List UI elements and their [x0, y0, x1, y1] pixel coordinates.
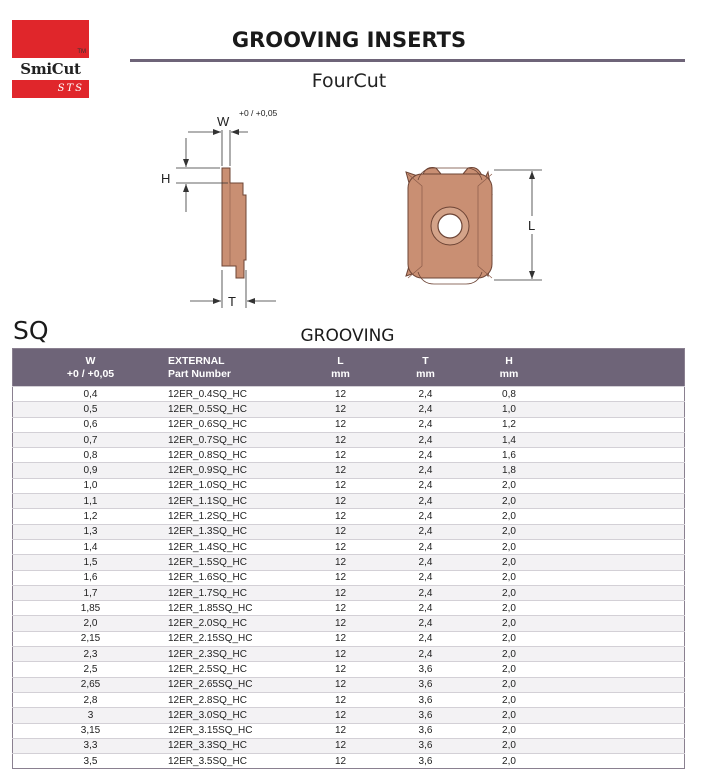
- cell-l: 12: [283, 402, 398, 417]
- cell-part-number: 12ER_1.2SQ_HC: [168, 509, 283, 524]
- cell-t: 3,6: [398, 723, 453, 738]
- cell-part-number: 12ER_1.85SQ_HC: [168, 601, 283, 616]
- cell-t: 2,4: [398, 524, 453, 539]
- table-row: [13, 448, 685, 463]
- cell-l: 12: [283, 494, 398, 509]
- cell-l: 12: [283, 677, 398, 692]
- t-dimension: [190, 270, 276, 309]
- cell-spacer: [565, 555, 685, 570]
- cell-h: 2,0: [453, 647, 565, 662]
- cell-l: 12: [283, 417, 398, 432]
- cell-part-number: 12ER_0.7SQ_HC: [168, 432, 283, 447]
- cell-h: 1,0: [453, 402, 565, 417]
- cell-w: 3: [13, 708, 169, 723]
- title-divider: [130, 59, 685, 62]
- cell-h: 2,0: [453, 754, 565, 769]
- header-w: W +0 / +0,05: [66, 355, 115, 380]
- cell-l: 12: [283, 601, 398, 616]
- table-header-row: [13, 349, 685, 387]
- cell-h: 0,8: [453, 387, 565, 402]
- cell-t: 3,6: [398, 738, 453, 753]
- cell-h: 2,0: [453, 708, 565, 723]
- table-row: [13, 539, 685, 554]
- table-row: [13, 555, 685, 570]
- cell-t: 2,4: [398, 509, 453, 524]
- cell-l: 12: [283, 631, 398, 646]
- table-row: [13, 708, 685, 723]
- cell-t: 3,6: [398, 692, 453, 707]
- cell-l: 12: [283, 723, 398, 738]
- cell-t: 2,4: [398, 432, 453, 447]
- cell-spacer: [565, 738, 685, 753]
- cell-t: 2,4: [398, 631, 453, 646]
- cell-spacer: [565, 631, 685, 646]
- cell-t: 2,4: [398, 585, 453, 600]
- grooving-insert-table: [12, 348, 685, 769]
- cell-part-number: 12ER_0.4SQ_HC: [168, 387, 283, 402]
- cell-h: 2,0: [453, 509, 565, 524]
- l-dimension: [494, 170, 542, 280]
- cell-spacer: [565, 692, 685, 707]
- table-row: [13, 601, 685, 616]
- cell-part-number: 12ER_3.5SQ_HC: [168, 754, 283, 769]
- cell-h: 2,0: [453, 723, 565, 738]
- cell-h: 2,0: [453, 692, 565, 707]
- w-tolerance-label: +0 / +0,05: [239, 108, 278, 118]
- cell-spacer: [565, 601, 685, 616]
- cell-t: 2,4: [398, 463, 453, 478]
- cell-l: 12: [283, 478, 398, 493]
- table-row: [13, 754, 685, 769]
- cell-spacer: [565, 417, 685, 432]
- table-row: [13, 585, 685, 600]
- cell-t: 2,4: [398, 601, 453, 616]
- insert-top-view: [406, 168, 492, 285]
- cell-l: 12: [283, 738, 398, 753]
- h-dimension-label: H: [161, 171, 171, 186]
- cell-w: 0,4: [13, 387, 169, 402]
- cell-part-number: 12ER_0.6SQ_HC: [168, 417, 283, 432]
- cell-part-number: 12ER_1.0SQ_HC: [168, 478, 283, 493]
- cell-spacer: [565, 478, 685, 493]
- cell-part-number: 12ER_3.15SQ_HC: [168, 723, 283, 738]
- table-row: [13, 631, 685, 646]
- table-row: [13, 738, 685, 753]
- table-row: [13, 723, 685, 738]
- cell-spacer: [565, 616, 685, 631]
- cell-part-number: 12ER_1.5SQ_HC: [168, 555, 283, 570]
- logo-brand-name: SmiCut: [20, 60, 81, 78]
- cell-l: 12: [283, 524, 398, 539]
- header-spacer: [565, 349, 685, 387]
- cell-t: 3,6: [398, 662, 453, 677]
- cell-h: 2,0: [453, 494, 565, 509]
- product-subtitle: FourCut: [311, 70, 387, 92]
- cell-spacer: [565, 494, 685, 509]
- cell-spacer: [565, 509, 685, 524]
- table-body: [13, 387, 685, 769]
- cell-h: 2,0: [453, 555, 565, 570]
- cell-l: 12: [283, 647, 398, 662]
- logo-trademark: TM: [77, 49, 86, 55]
- table-row: [13, 417, 685, 432]
- cell-spacer: [565, 463, 685, 478]
- cell-w: 0,6: [13, 417, 169, 432]
- cell-h: 1,6: [453, 448, 565, 463]
- cell-spacer: [565, 647, 685, 662]
- cell-w: 3,5: [13, 754, 169, 769]
- cell-t: 2,4: [398, 555, 453, 570]
- cell-l: 12: [283, 448, 398, 463]
- cell-w: 1,7: [13, 585, 169, 600]
- table-row: [13, 494, 685, 509]
- cell-spacer: [565, 387, 685, 402]
- cell-t: 2,4: [398, 402, 453, 417]
- cell-part-number: 12ER_2.65SQ_HC: [168, 677, 283, 692]
- table-row: [13, 692, 685, 707]
- t-dimension-label: T: [228, 294, 236, 309]
- header-h: H mm: [499, 355, 519, 380]
- table-row: [13, 677, 685, 692]
- cell-spacer: [565, 708, 685, 723]
- cell-w: 2,3: [13, 647, 169, 662]
- cell-h: 2,0: [453, 662, 565, 677]
- cell-h: 1,8: [453, 463, 565, 478]
- cell-w: 1,1: [13, 494, 169, 509]
- l-dimension-label: L: [528, 218, 536, 233]
- cell-w: 0,8: [13, 448, 169, 463]
- cell-t: 3,6: [398, 754, 453, 769]
- cell-h: 2,0: [453, 601, 565, 616]
- cell-l: 12: [283, 555, 398, 570]
- cell-l: 12: [283, 432, 398, 447]
- table-row: [13, 570, 685, 585]
- table-row: [13, 402, 685, 417]
- cell-l: 12: [283, 708, 398, 723]
- cell-part-number: 12ER_1.1SQ_HC: [168, 494, 283, 509]
- cell-t: 2,4: [398, 539, 453, 554]
- cell-spacer: [565, 585, 685, 600]
- logo-sub-name: STS: [57, 83, 84, 94]
- table-row: [13, 647, 685, 662]
- table-row: [13, 524, 685, 539]
- table-row: [13, 463, 685, 478]
- cell-w: 3,15: [13, 723, 169, 738]
- header-l: L mm: [331, 355, 350, 380]
- cell-w: 1,6: [13, 570, 169, 585]
- table-row: [13, 509, 685, 524]
- cell-spacer: [565, 432, 685, 447]
- logo-red-band-bottom: [12, 80, 89, 98]
- cell-w: 2,65: [13, 677, 169, 692]
- cell-spacer: [565, 402, 685, 417]
- cell-t: 2,4: [398, 570, 453, 585]
- cell-spacer: [565, 662, 685, 677]
- header-t: T mm: [416, 355, 435, 380]
- insert-side-view: [222, 168, 246, 278]
- cell-t: 2,4: [398, 647, 453, 662]
- cell-w: 2,5: [13, 662, 169, 677]
- cell-h: 2,0: [453, 478, 565, 493]
- cell-w: 2,15: [13, 631, 169, 646]
- cell-part-number: 12ER_0.5SQ_HC: [168, 402, 283, 417]
- table-row: [13, 478, 685, 493]
- cell-t: 2,4: [398, 478, 453, 493]
- cell-h: 1,4: [453, 432, 565, 447]
- cell-h: 2,0: [453, 539, 565, 554]
- cell-spacer: [565, 524, 685, 539]
- cell-w: 0,5: [13, 402, 169, 417]
- cell-t: 2,4: [398, 387, 453, 402]
- cell-t: 2,4: [398, 448, 453, 463]
- cell-part-number: 12ER_1.3SQ_HC: [168, 524, 283, 539]
- cell-part-number: 12ER_3.0SQ_HC: [168, 708, 283, 723]
- cell-l: 12: [283, 463, 398, 478]
- w-dimension: [188, 108, 278, 166]
- cell-h: 2,0: [453, 631, 565, 646]
- cell-h: 1,2: [453, 417, 565, 432]
- page-title: GROOVING INSERTS: [231, 28, 467, 52]
- series-code: SQ: [13, 316, 49, 345]
- cell-l: 12: [283, 387, 398, 402]
- cell-spacer: [565, 754, 685, 769]
- cell-t: 2,4: [398, 616, 453, 631]
- h-dimension: [161, 138, 228, 212]
- cell-l: 12: [283, 539, 398, 554]
- cell-h: 2,0: [453, 677, 565, 692]
- cell-part-number: 12ER_2.15SQ_HC: [168, 631, 283, 646]
- cell-w: 3,3: [13, 738, 169, 753]
- cell-part-number: 12ER_0.9SQ_HC: [168, 463, 283, 478]
- table-heading: GROOVING: [300, 326, 395, 346]
- cell-part-number: 12ER_1.6SQ_HC: [168, 570, 283, 585]
- cell-spacer: [565, 539, 685, 554]
- cell-part-number: 12ER_0.8SQ_HC: [168, 448, 283, 463]
- cell-w: 2,8: [13, 692, 169, 707]
- cell-w: 1,3: [13, 524, 169, 539]
- cell-w: 1,4: [13, 539, 169, 554]
- w-dimension-label: W: [217, 114, 230, 129]
- cell-part-number: 12ER_2.8SQ_HC: [168, 692, 283, 707]
- cell-t: 3,6: [398, 708, 453, 723]
- insert-diagram: [150, 100, 570, 315]
- header-part-number: EXTERNAL Part Number: [168, 355, 232, 380]
- cell-spacer: [565, 448, 685, 463]
- cell-w: 0,7: [13, 432, 169, 447]
- cell-t: 3,6: [398, 677, 453, 692]
- cell-h: 2,0: [453, 585, 565, 600]
- cell-part-number: 12ER_1.7SQ_HC: [168, 585, 283, 600]
- cell-part-number: 12ER_2.5SQ_HC: [168, 662, 283, 677]
- cell-part-number: 12ER_1.4SQ_HC: [168, 539, 283, 554]
- cell-part-number: 12ER_2.0SQ_HC: [168, 616, 283, 631]
- table-row: [13, 662, 685, 677]
- cell-l: 12: [283, 509, 398, 524]
- table-row: [13, 432, 685, 447]
- cell-h: 2,0: [453, 616, 565, 631]
- cell-w: 1,85: [13, 601, 169, 616]
- cell-h: 2,0: [453, 524, 565, 539]
- cell-l: 12: [283, 662, 398, 677]
- cell-spacer: [565, 570, 685, 585]
- cell-w: 2,0: [13, 616, 169, 631]
- cell-l: 12: [283, 692, 398, 707]
- cell-t: 2,4: [398, 494, 453, 509]
- cell-spacer: [565, 677, 685, 692]
- cell-l: 12: [283, 616, 398, 631]
- cell-w: 0,9: [13, 463, 169, 478]
- cell-l: 12: [283, 570, 398, 585]
- cell-part-number: 12ER_3.3SQ_HC: [168, 738, 283, 753]
- cell-w: 1,5: [13, 555, 169, 570]
- table-row: [13, 387, 685, 402]
- cell-l: 12: [283, 585, 398, 600]
- cell-h: 2,0: [453, 738, 565, 753]
- smicut-logo: [12, 20, 89, 98]
- table-row: [13, 616, 685, 631]
- cell-part-number: 12ER_2.3SQ_HC: [168, 647, 283, 662]
- cell-l: 12: [283, 754, 398, 769]
- cell-t: 2,4: [398, 417, 453, 432]
- cell-w: 1,2: [13, 509, 169, 524]
- cell-w: 1,0: [13, 478, 169, 493]
- cell-h: 2,0: [453, 570, 565, 585]
- cell-spacer: [565, 723, 685, 738]
